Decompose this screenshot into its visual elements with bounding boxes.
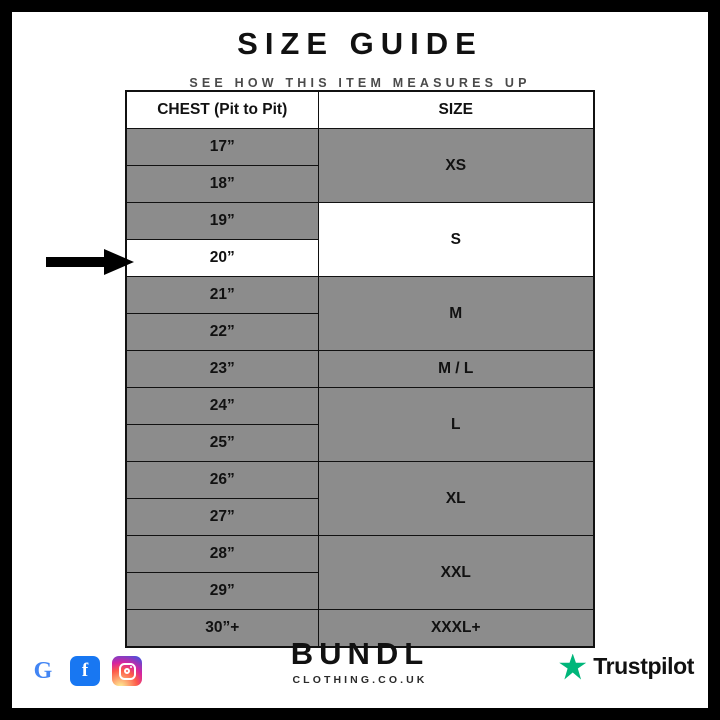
trustpilot-label: Trustpilot	[593, 653, 694, 679]
table-row	[126, 203, 594, 240]
chest-cell: 25”	[126, 425, 318, 462]
page-subtitle: SEE HOW THIS ITEM MEASURES UP	[189, 76, 531, 90]
table-row	[126, 388, 594, 425]
chest-cell: 22”	[126, 314, 318, 351]
size-table	[125, 90, 595, 648]
brand-name: BUNDL	[290, 636, 430, 671]
footer	[12, 626, 708, 692]
size-table-container	[125, 90, 595, 648]
chest-cell: 19”	[126, 203, 318, 240]
chest-cell: 30”+	[126, 610, 318, 648]
column-header-chest: CHEST (Pit to Pit)	[126, 91, 318, 129]
page-title: SIZE GUIDE	[237, 26, 483, 61]
size-cell: XXL	[318, 536, 594, 610]
table-row	[126, 351, 594, 388]
table-header-row	[126, 91, 594, 129]
chest-cell: 29”	[126, 573, 318, 610]
chest-cell: 24”	[126, 388, 318, 425]
chest-cell: 18”	[126, 166, 318, 203]
facebook-glyph: f	[81, 660, 89, 681]
chest-cell: 23”	[126, 351, 318, 388]
chest-cell: 26”	[126, 462, 318, 499]
size-cell: XL	[318, 462, 594, 536]
highlight-arrow-icon	[46, 249, 134, 275]
chest-cell: 21”	[126, 277, 318, 314]
size-cell: XXXL+	[318, 610, 594, 648]
star-icon	[559, 654, 586, 680]
column-header-size: SIZE	[318, 91, 594, 129]
table-row	[126, 129, 594, 166]
chest-cell-highlighted: 20”	[126, 240, 318, 277]
chest-cell: 27”	[126, 499, 318, 536]
google-glyph: G	[33, 657, 53, 684]
size-guide-card	[12, 12, 708, 708]
size-cell-highlighted: S	[318, 203, 594, 277]
table-row	[126, 536, 594, 573]
trustpilot-badge[interactable]	[559, 653, 694, 680]
brand-website: CLOTHING.CO.UK	[292, 674, 428, 686]
table-row	[126, 277, 594, 314]
size-cell: L	[318, 388, 594, 462]
chest-cell: 17”	[126, 129, 318, 166]
table-row	[126, 462, 594, 499]
size-cell: XS	[318, 129, 594, 203]
size-cell: M	[318, 277, 594, 351]
chest-cell: 28”	[126, 536, 318, 573]
size-cell: M / L	[318, 351, 594, 388]
